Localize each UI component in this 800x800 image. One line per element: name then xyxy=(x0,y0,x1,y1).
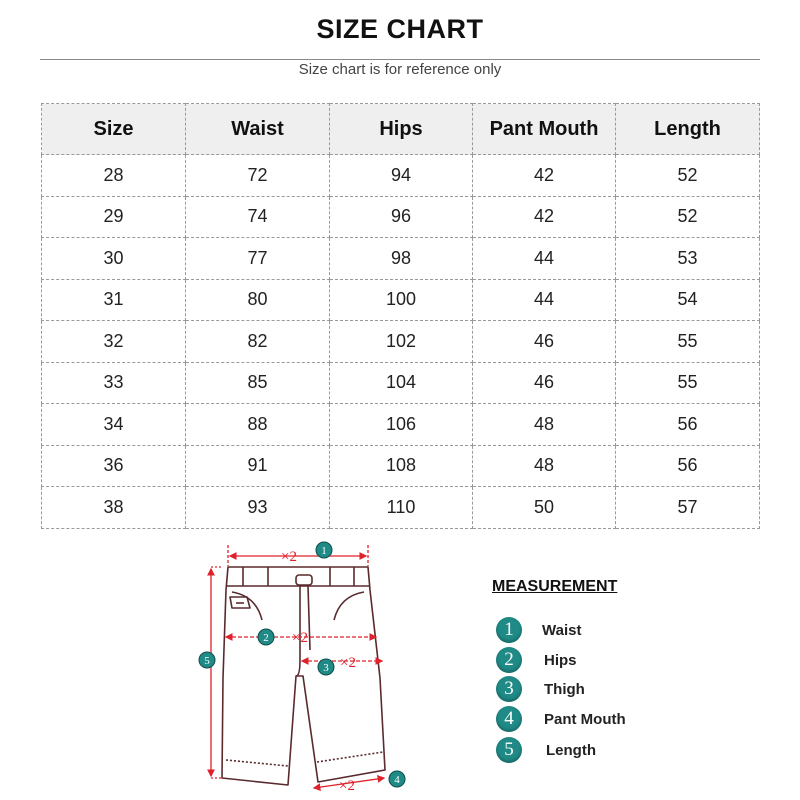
waist-multiplier: ×2 xyxy=(281,549,297,565)
thigh-multiplier: ×2 xyxy=(340,655,356,671)
table-row xyxy=(42,404,760,446)
table-cell-hips: 98 xyxy=(330,238,473,280)
diagram-marker-1: 1 xyxy=(321,545,327,557)
measurement-item xyxy=(496,646,577,674)
table-cell-length: 56 xyxy=(616,404,760,446)
measurement-label-hips: Hips xyxy=(544,651,577,669)
number-badge-2: 2 xyxy=(496,647,522,673)
table-row xyxy=(42,238,760,280)
page-subtitle: Size chart is for reference only xyxy=(298,61,502,78)
table-cell-hips: 110 xyxy=(330,487,473,529)
table-cell-hips: 102 xyxy=(330,321,473,363)
table-cell-hips: 96 xyxy=(330,196,473,238)
diagram-marker-2: 2 xyxy=(263,632,269,644)
table-cell-waist: 72 xyxy=(186,155,330,197)
column-header-waist: Waist xyxy=(186,104,330,155)
table-cell-size: 32 xyxy=(42,321,186,363)
diagram-marker-3: 3 xyxy=(323,662,329,674)
table-cell-waist: 91 xyxy=(186,445,330,487)
pant-mouth-multiplier: ×2 xyxy=(339,778,355,794)
table-cell-waist: 74 xyxy=(186,196,330,238)
table-cell-pant-mouth: 44 xyxy=(473,238,616,280)
measurement-item xyxy=(496,736,596,764)
table-cell-length: 55 xyxy=(616,321,760,363)
table-cell-waist: 77 xyxy=(186,238,330,280)
column-header-size: Size xyxy=(42,104,186,155)
diagram-marker-4: 4 xyxy=(394,774,400,786)
table-cell-waist: 82 xyxy=(186,321,330,363)
table-cell-length: 52 xyxy=(616,196,760,238)
page-title: SIZE CHART xyxy=(316,14,484,44)
measurement-label-pant-mouth: Pant Mouth xyxy=(544,710,626,728)
table-cell-pant-mouth: 48 xyxy=(473,445,616,487)
table-cell-pant-mouth: 46 xyxy=(473,362,616,404)
table-cell-pant-mouth: 44 xyxy=(473,279,616,321)
measurement-label-length: Length xyxy=(546,741,596,759)
measurement-title: MEASUREMENT xyxy=(492,578,618,595)
table-header-row xyxy=(42,104,760,155)
table-cell-length: 55 xyxy=(616,362,760,404)
table-cell-hips: 106 xyxy=(330,404,473,446)
column-header-hips: Hips xyxy=(330,104,473,155)
table-row xyxy=(42,155,760,197)
table-cell-size: 28 xyxy=(42,155,186,197)
measurement-label-waist: Waist xyxy=(542,621,582,639)
table-body xyxy=(42,155,760,529)
table-cell-hips: 108 xyxy=(330,445,473,487)
table-cell-length: 57 xyxy=(616,487,760,529)
table-row xyxy=(42,487,760,529)
number-badge-3: 3 xyxy=(496,676,522,702)
table-cell-waist: 93 xyxy=(186,487,330,529)
table-cell-size: 33 xyxy=(42,362,186,404)
table-cell-pant-mouth: 42 xyxy=(473,196,616,238)
column-header-length: Length xyxy=(616,104,760,155)
shorts-diagram xyxy=(180,536,430,800)
table-cell-size: 38 xyxy=(42,487,186,529)
hips-multiplier: ×2 xyxy=(292,630,308,646)
table-row xyxy=(42,321,760,363)
table-cell-size: 31 xyxy=(42,279,186,321)
diagram-marker-5: 5 xyxy=(204,655,210,667)
shorts-icon xyxy=(222,567,385,785)
table-cell-pant-mouth: 48 xyxy=(473,404,616,446)
table-cell-pant-mouth: 42 xyxy=(473,155,616,197)
table-row xyxy=(42,362,760,404)
measurement-label-thigh: Thigh xyxy=(544,680,585,698)
number-badge-4: 4 xyxy=(496,706,522,732)
measurement-item xyxy=(496,675,585,703)
table-cell-hips: 100 xyxy=(330,279,473,321)
table-cell-size: 34 xyxy=(42,404,186,446)
table-cell-size: 30 xyxy=(42,238,186,280)
table-cell-waist: 80 xyxy=(186,279,330,321)
table-row xyxy=(42,196,760,238)
table-cell-size: 29 xyxy=(42,196,186,238)
table-row xyxy=(42,279,760,321)
table-cell-length: 56 xyxy=(616,445,760,487)
table-cell-waist: 88 xyxy=(186,404,330,446)
table-cell-length: 53 xyxy=(616,238,760,280)
table-row xyxy=(42,445,760,487)
table-cell-pant-mouth: 50 xyxy=(473,487,616,529)
table-cell-length: 54 xyxy=(616,279,760,321)
table-cell-length: 52 xyxy=(616,155,760,197)
table-cell-hips: 104 xyxy=(330,362,473,404)
title-divider xyxy=(40,59,760,60)
column-header-pant-mouth: Pant Mouth xyxy=(473,104,616,155)
measurement-item xyxy=(496,616,581,644)
measurement-item xyxy=(496,705,626,733)
number-badge-1: 1 xyxy=(496,617,522,643)
table-cell-pant-mouth: 46 xyxy=(473,321,616,363)
table-cell-waist: 85 xyxy=(186,362,330,404)
size-table xyxy=(41,103,760,529)
table-cell-size: 36 xyxy=(42,445,186,487)
number-badge-5: 5 xyxy=(496,737,522,763)
table-cell-hips: 94 xyxy=(330,155,473,197)
